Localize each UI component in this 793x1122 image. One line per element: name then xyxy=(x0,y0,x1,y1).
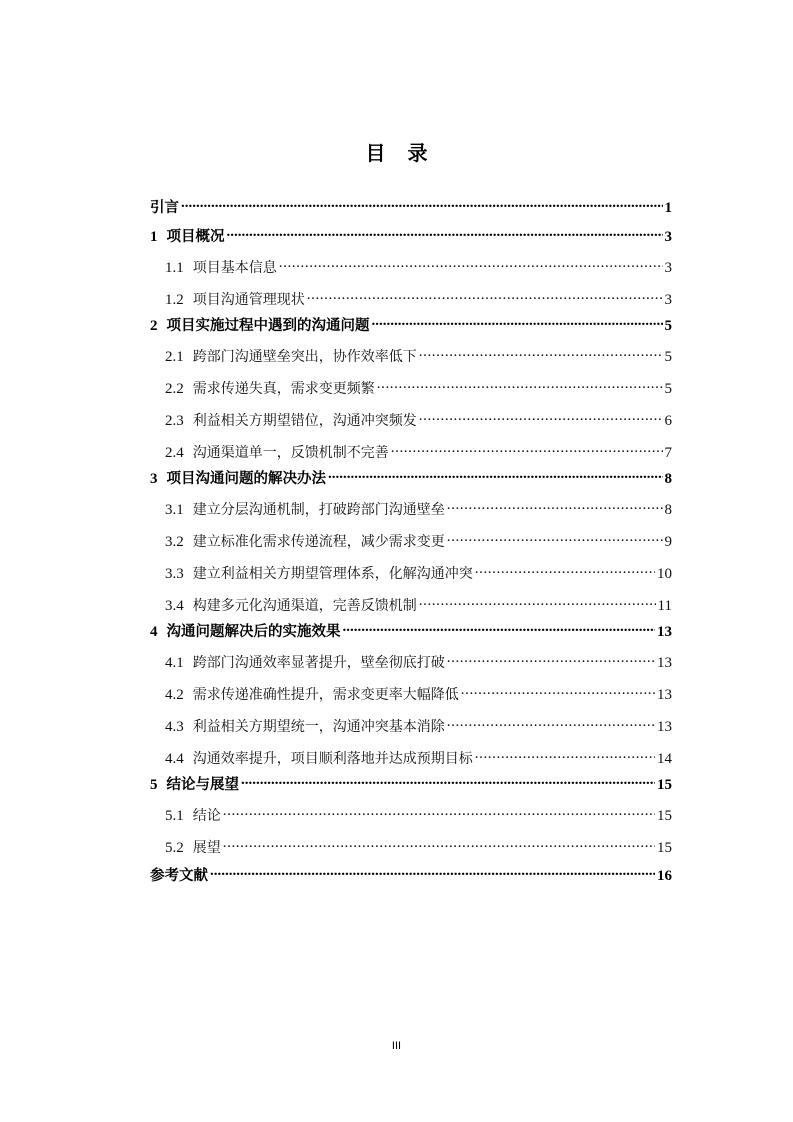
toc-entry-number: 4.2 xyxy=(165,687,184,703)
dot-leader xyxy=(391,442,663,457)
dot-leader xyxy=(377,378,663,393)
toc-entry-text: 沟通渠道单一，反馈机制不完善 xyxy=(192,445,389,461)
toc-entry-number: 3.2 xyxy=(165,534,184,550)
toc-entry-3-1[interactable] xyxy=(150,499,672,519)
toc-entry-5-2[interactable] xyxy=(150,837,672,857)
toc-entry-page: 13 xyxy=(657,719,672,735)
dot-leader xyxy=(223,837,655,852)
toc-entry-page: 3 xyxy=(664,260,672,276)
page-number: III xyxy=(391,1040,402,1052)
toc-entry-page: 5 xyxy=(664,349,672,365)
page-title: 目录 xyxy=(365,141,450,165)
toc-entry-page: 1 xyxy=(664,200,672,216)
dot-leader xyxy=(223,805,655,820)
toc-entry-text: 沟通效率提升，项目顺利落地并达成预期目标 xyxy=(192,751,473,767)
toc-entry-number: 5.2 xyxy=(165,840,184,856)
toc-entry-text: 参考文献 xyxy=(150,868,208,884)
toc-entry-2-2[interactable] xyxy=(150,378,672,398)
dot-leader xyxy=(475,563,655,578)
toc-entry-4[interactable] xyxy=(150,620,672,641)
toc-entry-page: 3 xyxy=(664,292,672,308)
toc-entry-number: 2 xyxy=(150,318,158,334)
toc-entry-text: 跨部门沟通壁垒突出，协作效率低下 xyxy=(192,349,417,365)
toc-entry-page: 15 xyxy=(657,777,672,793)
toc-entry-1[interactable] xyxy=(150,225,672,246)
toc-entry-number: 1.1 xyxy=(165,260,184,276)
dot-leader xyxy=(475,748,655,763)
dot-leader xyxy=(227,226,663,241)
toc-entry-number: 2.3 xyxy=(165,413,184,429)
toc-entry-number: 3.1 xyxy=(165,502,184,518)
toc-entry-number: 1 xyxy=(150,229,158,245)
toc-entry-number: 4.3 xyxy=(165,719,184,735)
dot-leader xyxy=(419,410,663,425)
toc-entry-text: 需求传递准确性提升，需求变更率大幅降低 xyxy=(192,687,459,703)
toc-entry-text: 建立分层沟通机制，打破跨部门沟通壁垒 xyxy=(192,502,445,518)
toc-entry-1-1[interactable] xyxy=(150,257,672,277)
toc-entry-5[interactable] xyxy=(150,773,672,794)
toc-entry-number: 1.2 xyxy=(165,292,184,308)
toc-entry-number: 3.3 xyxy=(165,566,184,582)
toc-entry-text: 建立标准化需求传递流程，减少需求变更 xyxy=(192,534,445,550)
toc-entry-page: 8 xyxy=(664,502,672,518)
toc-entry-number: 3 xyxy=(150,471,158,487)
toc-entry-number: 4 xyxy=(150,624,158,640)
dot-leader xyxy=(372,315,663,330)
toc-entry-number: 4.4 xyxy=(165,751,184,767)
dot-leader xyxy=(181,197,663,212)
toc-entry-4-1[interactable] xyxy=(150,652,672,672)
toc-entry-text: 项目概况 xyxy=(166,229,225,245)
toc-entry-page: 7 xyxy=(664,445,672,461)
dot-leader xyxy=(419,346,663,361)
dot-leader xyxy=(328,468,663,483)
dot-leader xyxy=(447,499,663,514)
toc-entry-text: 跨部门沟通效率显著提升，壁垒彻底打破 xyxy=(192,655,445,671)
toc-entry-text: 项目基本信息 xyxy=(192,260,277,276)
toc-entry-page: 13 xyxy=(657,624,672,640)
dot-leader xyxy=(210,865,655,880)
toc-entry-page: 8 xyxy=(664,471,672,487)
toc-entry-number: 3.4 xyxy=(165,598,184,614)
toc-entry-2-4[interactable] xyxy=(150,442,672,462)
toc-entry-2[interactable] xyxy=(150,314,672,335)
toc-entry-page: 3 xyxy=(664,229,672,245)
toc-entry-page: 13 xyxy=(657,655,672,671)
toc-entry-2-3[interactable] xyxy=(150,410,672,430)
toc-entry-text: 项目沟通管理现状 xyxy=(192,292,305,308)
toc-entry-number: 2.2 xyxy=(165,381,184,397)
toc-entry-intro[interactable] xyxy=(150,196,672,217)
toc-entry-text: 需求传递失真，需求变更频繁 xyxy=(192,381,375,397)
toc-entry-page: 9 xyxy=(664,534,672,550)
toc-entry-2-1[interactable] xyxy=(150,346,672,366)
dot-leader xyxy=(241,774,655,789)
toc-entry-page: 15 xyxy=(657,808,672,824)
toc-entry-text: 建立利益相关方期望管理体系，化解沟通冲突 xyxy=(192,566,473,582)
dot-leader xyxy=(343,621,656,636)
toc-entry-4-2[interactable] xyxy=(150,684,672,704)
toc-entry-number: 5.1 xyxy=(165,808,184,824)
dot-leader xyxy=(447,531,663,546)
toc-entry-5-1[interactable] xyxy=(150,805,672,825)
toc-entry-page: 14 xyxy=(657,751,672,767)
toc-entry-text: 利益相关方期望错位，沟通冲突频发 xyxy=(192,413,417,429)
dot-leader xyxy=(279,257,663,272)
toc-entry-number: 4.1 xyxy=(165,655,184,671)
toc-entry-page: 5 xyxy=(664,318,672,334)
toc-entry-page: 5 xyxy=(664,381,672,397)
toc-entry-4-4[interactable] xyxy=(150,748,672,768)
toc-entry-page: 11 xyxy=(657,598,672,614)
toc-entry-3-4[interactable] xyxy=(150,595,672,615)
dot-leader xyxy=(419,595,656,610)
toc-entry-3-2[interactable] xyxy=(150,531,672,551)
toc-entry-page: 6 xyxy=(664,413,672,429)
toc-entry-page: 10 xyxy=(657,566,672,582)
toc-entry-number: 2.4 xyxy=(165,445,184,461)
toc-entry-number: 2.1 xyxy=(165,349,184,365)
toc-entry-page: 16 xyxy=(657,868,672,884)
toc-entry-text: 沟通问题解决后的实施效果 xyxy=(166,624,341,640)
toc-entry-references[interactable] xyxy=(150,864,672,885)
toc-entry-3[interactable] xyxy=(150,467,672,488)
toc-entry-text: 项目沟通问题的解决办法 xyxy=(166,471,326,487)
toc-entry-text: 引言 xyxy=(150,200,179,216)
dot-leader xyxy=(447,652,655,667)
toc-entry-text: 结论 xyxy=(192,808,221,824)
dot-leader xyxy=(447,716,655,731)
toc-entry-text: 结论与展望 xyxy=(166,777,239,793)
toc-entry-number: 5 xyxy=(150,777,158,793)
toc-entry-1-2[interactable] xyxy=(150,289,672,309)
toc-entry-text: 利益相关方期望统一，沟通冲突基本消除 xyxy=(192,719,445,735)
toc-entry-text: 展望 xyxy=(192,840,221,856)
toc-entry-text: 项目实施过程中遇到的沟通问题 xyxy=(166,318,370,334)
toc-entry-text: 构建多元化沟通渠道，完善反馈机制 xyxy=(192,598,417,614)
dot-leader xyxy=(461,684,655,699)
toc-entry-3-3[interactable] xyxy=(150,563,672,583)
dot-leader xyxy=(307,289,663,304)
toc-entry-page: 15 xyxy=(657,840,672,856)
toc-entry-page: 13 xyxy=(657,687,672,703)
toc-entry-4-3[interactable] xyxy=(150,716,672,736)
